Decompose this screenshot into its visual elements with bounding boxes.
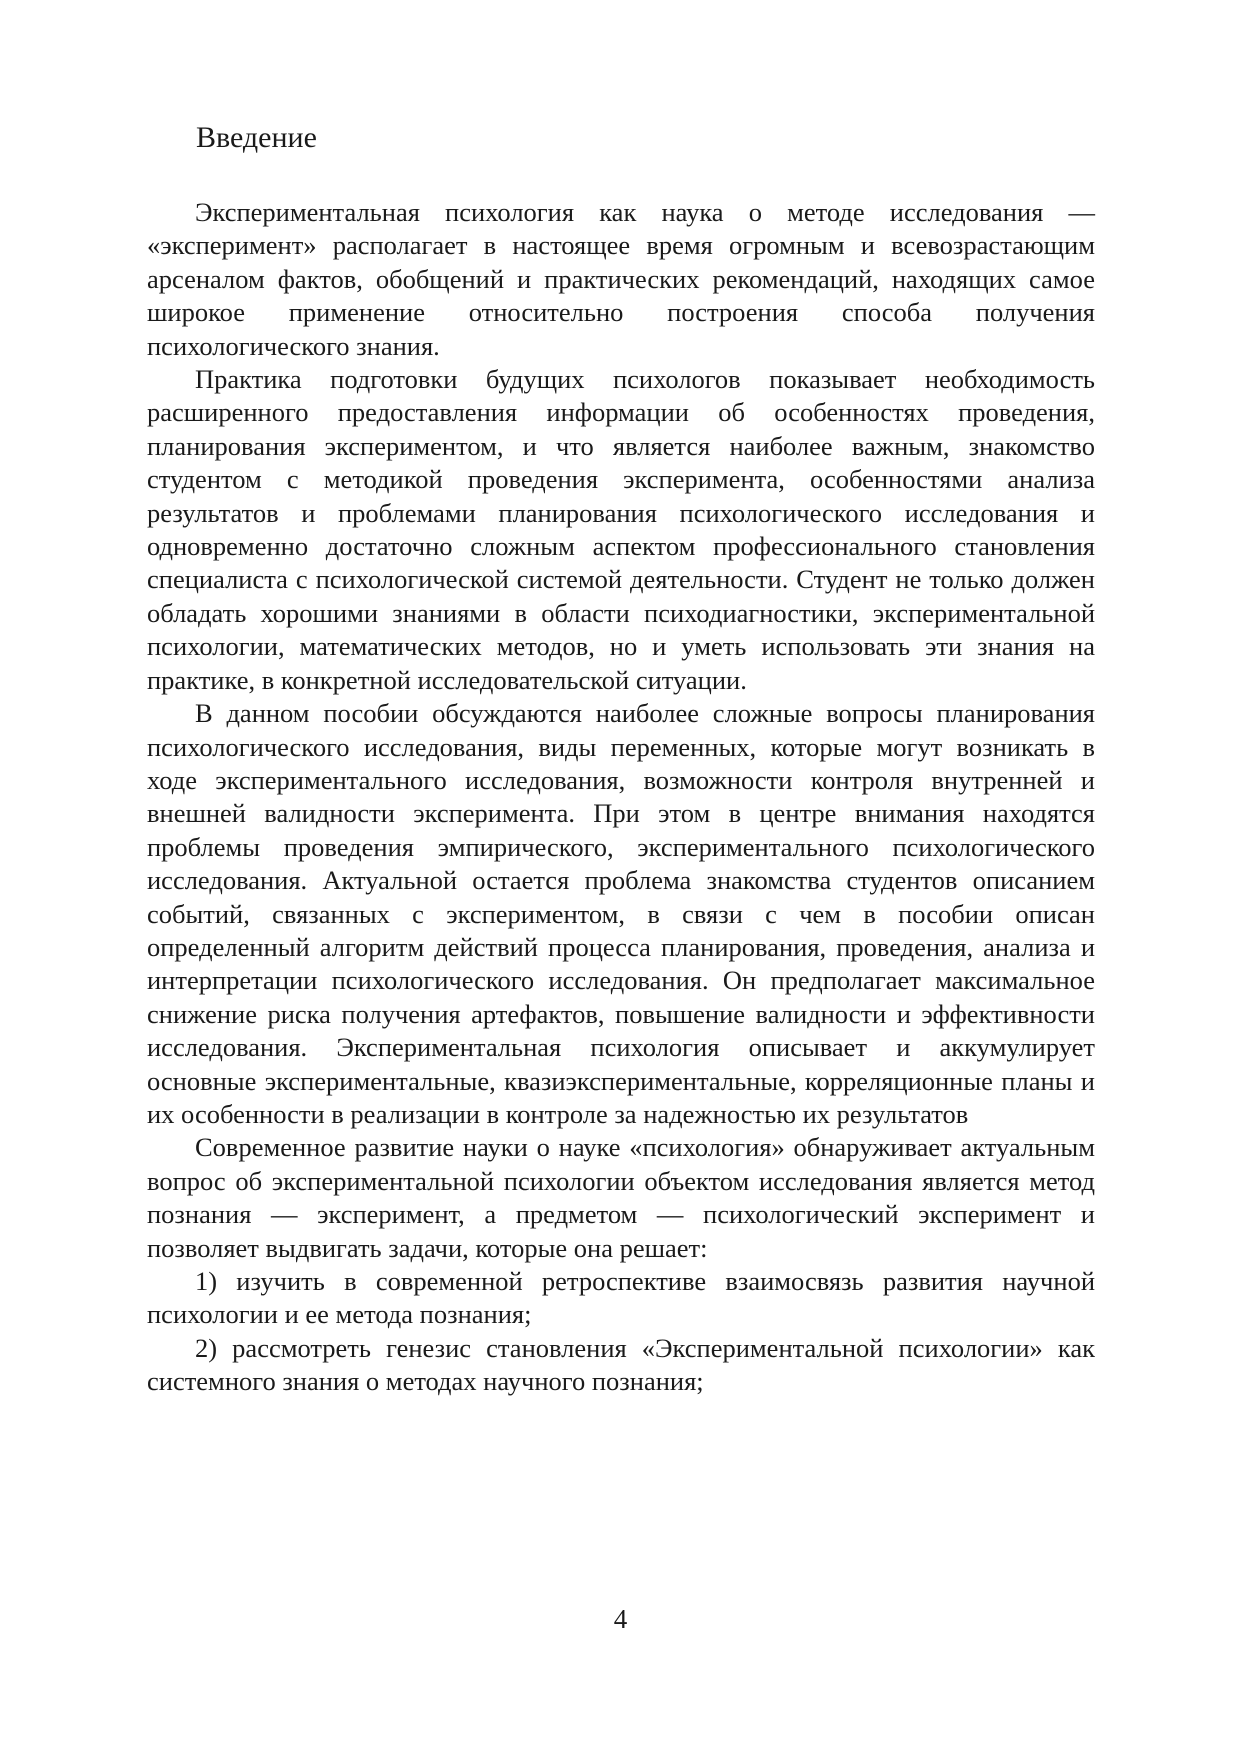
paragraph-3: В данном пособии обсуждаются наиболее сложные вопросы планирования психологического исследования, виды переменных, которые могут возникать в ходе экспериментального исследования, возможности контроля внутренней и внешней валидности эксперимента. При этом в центре внимания находятся проблемы проведения эмпирического, экспериментального психологического исследования. Актуальной остается проблема знакомства студентов описанием событий, связанных с экспериментом, в связи с чем в пособии описан определенный алгоритм действий процесса планирования, проведения, анализа и интерпретации психологического исследования. Он предполагает максимальное снижение риска получения артефактов, повышение валидности и эффективности исследования. Экспериментальная психология описывает и аккумулирует основные экспериментальные, квазиэкспериментальные, корреляционные планы и их особенности в реализации в контроле за надежностью их результатов xyxy=(147,698,1095,1129)
list-item-2: 2) рассмотреть генезис становления «Экспериментальной психологии» как системного знания о методах научного познания; xyxy=(147,1332,1095,1397)
paragraph-4: Современное развитие науки о науке «психология» обнаруживает актуальным вопрос об экспериментальной психологии объектом исследования является метод познания — эксперимент, а предметом — психологический эксперимент и позволяет выдвигать задачи, которые она решает: xyxy=(147,1132,1095,1263)
list-item-1: 1) изучить в современной ретроспективе взаимосвязь развития научной психологии и ее метода познания; xyxy=(147,1266,1095,1330)
page-number: 4 xyxy=(613,1604,628,1634)
paragraph-2: Практика подготовки будущих психологов показывает необходимость расширенного предоставления информации об особенностях проведения, планирования экспериментом, и что является наиболее важным, знакомство студентом с методикой проведения эксперимента, особенностями анализа результатов и проблемами планирования психологического исследования и одновременно достаточно сложным аспектом профессионального становления специалиста с психологической системой деятельности. Студент не только должен обладать хорошими знаниями в области психодиагностики, экспериментальной психологии, математических методов, но и уметь использовать эти знания на практике, в конкретной исследовательской ситуации. xyxy=(147,364,1095,695)
body-text xyxy=(147,196,1095,1399)
page-title: Введение xyxy=(196,121,317,154)
paragraph-1: Экспериментальная психология как наука о методе исследования — «эксперимент» располагает в настоящее время огромным и всевозрастающим арсеналом фактов, обобщений и практических рекомендаций, находящих самое широкое применение относительно построения способа получения психологического знания. xyxy=(147,197,1095,361)
